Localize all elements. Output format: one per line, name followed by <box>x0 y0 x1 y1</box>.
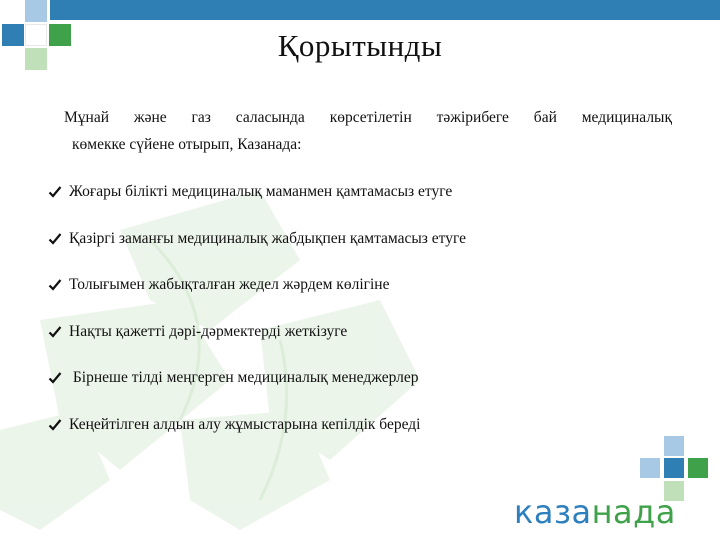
decor-tile <box>25 0 47 22</box>
bullet-text: Нақты қажетті дәрі-дәрмектерді жеткізуге <box>69 322 348 340</box>
bullet-text: Кеңейтілген алдын алу жұмыстарына кепілдік береді <box>69 415 421 433</box>
checkmark-icon <box>48 418 62 432</box>
intro-line-2: көмекке сүйене отырып, Казанада: <box>72 136 302 153</box>
bullet-text: Бірнеше тілді меңгерген медициналық менеджерлер <box>69 369 419 386</box>
bullet-text: Қазіргі заманғы медициналық жабдықпен қамтамасыз етуге <box>69 229 467 247</box>
list-item <box>48 182 466 202</box>
checkmark-icon <box>48 371 62 385</box>
bullet-text: Толығымен жабықталған жедел жәрдем көлігіне <box>69 276 390 293</box>
intro-line-1: Мұнай және газ саласында көрсетілетін тәжірибеге бай медициналық <box>64 109 672 126</box>
list-item <box>48 322 466 342</box>
logo-part-1: каза <box>514 493 592 531</box>
top-bar <box>50 0 720 20</box>
list-item <box>48 415 466 435</box>
checkmark-icon <box>48 278 62 292</box>
checkmark-icon <box>48 325 62 339</box>
logo-part-2: нада <box>591 493 676 531</box>
bullet-list <box>48 182 466 461</box>
checkmark-icon <box>48 185 62 199</box>
kazanada-logo <box>514 492 676 532</box>
list-item <box>48 229 466 249</box>
decor-tile <box>664 458 684 478</box>
decor-tile <box>640 458 660 478</box>
decor-tile <box>664 436 684 456</box>
slide-title: Қорытынды <box>277 28 443 63</box>
list-item <box>48 275 466 295</box>
list-item <box>48 368 466 388</box>
checkmark-icon <box>48 232 62 246</box>
intro-paragraph <box>64 104 672 158</box>
bullet-text: Жоғары білікті медициналық маманмен қамтамасыз етуге <box>69 183 453 200</box>
decor-tile <box>688 458 708 478</box>
